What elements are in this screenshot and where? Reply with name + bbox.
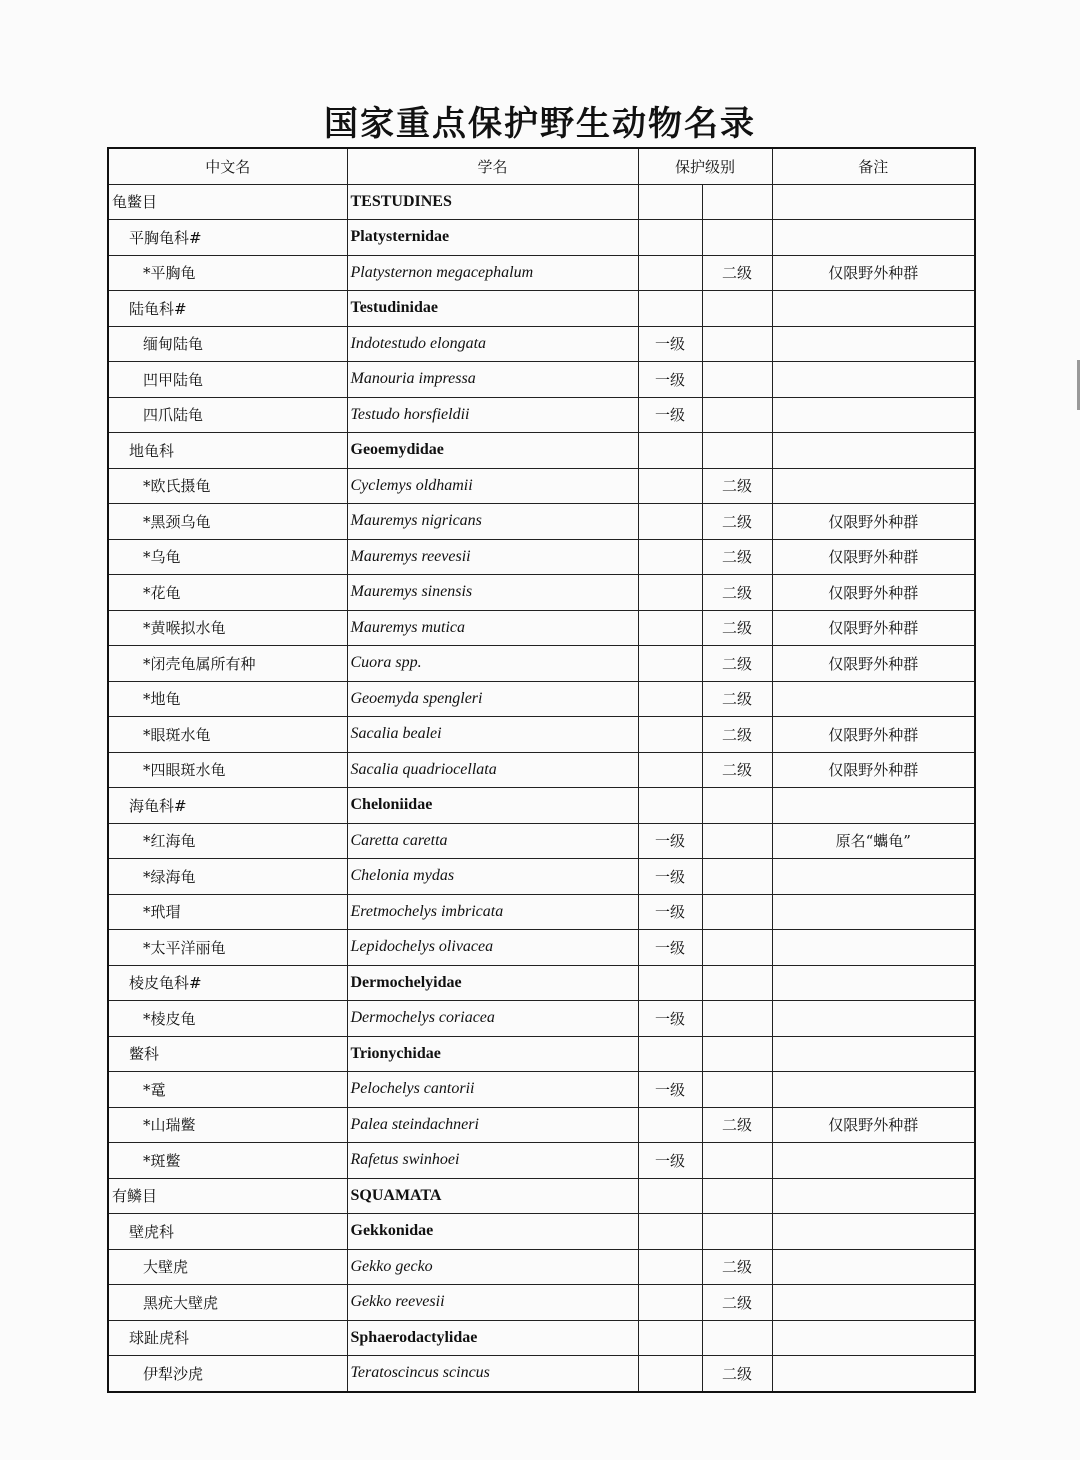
chinese-name-cell: 陆龟科#: [108, 291, 347, 327]
chinese-name-cell: *眼斑水龟: [108, 717, 347, 753]
remarks-cell: 仅限野外种群: [772, 255, 975, 291]
remarks-cell: [772, 1072, 975, 1108]
scientific-name-cell: Geoemydidae: [347, 433, 638, 469]
scientific-name-cell: Sphaerodactylidae: [347, 1320, 638, 1356]
table-row: [108, 1036, 975, 1072]
level-two-cell: 二级: [702, 255, 772, 291]
table-row: [108, 717, 975, 753]
scientific-name-cell: Mauremys mutica: [347, 610, 638, 646]
remarks-cell: [772, 1214, 975, 1250]
level-two-cell: 二级: [702, 504, 772, 540]
chinese-name-cell: *山瑞鳖: [108, 1107, 347, 1143]
remarks-cell: 仅限野外种群: [772, 575, 975, 611]
level-one-cell: 一级: [638, 930, 702, 966]
level-two-cell: [702, 788, 772, 824]
scientific-name-cell: Dermochelys coriacea: [347, 1001, 638, 1037]
remarks-cell: [772, 362, 975, 398]
table-row: [108, 468, 975, 504]
level-one-cell: [638, 433, 702, 469]
level-one-cell: 一级: [638, 823, 702, 859]
table-row: [108, 326, 975, 362]
page-title: 国家重点保护野生动物名录: [324, 104, 756, 144]
scientific-name-cell: Teratoscincus scincus: [347, 1356, 638, 1392]
table-row: [108, 184, 975, 220]
level-one-cell: [638, 1356, 702, 1392]
chinese-name-cell: *玳瑁: [108, 894, 347, 930]
scientific-name-cell: Platysternidae: [347, 220, 638, 256]
level-one-cell: [638, 1178, 702, 1214]
scientific-name-cell: TESTUDINES: [347, 184, 638, 220]
remarks-cell: [772, 788, 975, 824]
scientific-name-cell: Palea steindachneri: [347, 1107, 638, 1143]
level-two-cell: 二级: [702, 752, 772, 788]
remarks-cell: [772, 1356, 975, 1392]
level-two-cell: [702, 184, 772, 220]
level-one-cell: [638, 1249, 702, 1285]
chinese-name-cell: *地龟: [108, 681, 347, 717]
table-row: [108, 965, 975, 1001]
level-one-cell: 一级: [638, 1072, 702, 1108]
remarks-cell: [772, 1001, 975, 1037]
scientific-name-cell: Eretmochelys imbricata: [347, 894, 638, 930]
scientific-name-cell: Mauremys nigricans: [347, 504, 638, 540]
level-two-cell: [702, 433, 772, 469]
table-row: [108, 646, 975, 682]
remarks-cell: [772, 291, 975, 327]
chinese-name-cell: 有鳞目: [108, 1178, 347, 1214]
level-one-cell: [638, 681, 702, 717]
level-two-cell: [702, 1001, 772, 1037]
remarks-cell: [772, 965, 975, 1001]
remarks-cell: 仅限野外种群: [772, 1107, 975, 1143]
scientific-name-cell: Sacalia quadriocellata: [347, 752, 638, 788]
scientific-name-cell: Gekkonidae: [347, 1214, 638, 1250]
chinese-name-cell: 鳖科: [108, 1036, 347, 1072]
level-one-cell: [638, 788, 702, 824]
level-one-cell: [638, 220, 702, 256]
scientific-name-cell: Cheloniidae: [347, 788, 638, 824]
level-two-cell: 二级: [702, 717, 772, 753]
scientific-name-cell: Gekko reevesii: [347, 1285, 638, 1321]
chinese-name-cell: *黄喉拟水龟: [108, 610, 347, 646]
scientific-name-cell: Trionychidae: [347, 1036, 638, 1072]
level-one-cell: [638, 575, 702, 611]
table-row: [108, 1072, 975, 1108]
remarks-cell: [772, 326, 975, 362]
chinese-name-cell: 凹甲陆龟: [108, 362, 347, 398]
level-two-cell: 二级: [702, 468, 772, 504]
table-row: [108, 1143, 975, 1179]
level-one-cell: [638, 717, 702, 753]
remarks-cell: [772, 184, 975, 220]
level-one-cell: [638, 255, 702, 291]
scientific-name-cell: Mauremys sinensis: [347, 575, 638, 611]
remarks-cell: [772, 930, 975, 966]
table-row: [108, 220, 975, 256]
table-row: [108, 433, 975, 469]
scientific-name-cell: Geoemyda spengleri: [347, 681, 638, 717]
table-row: [108, 255, 975, 291]
remarks-cell: [772, 468, 975, 504]
level-one-cell: 一级: [638, 1001, 702, 1037]
level-one-cell: [638, 184, 702, 220]
level-one-cell: [638, 646, 702, 682]
chinese-name-cell: *乌龟: [108, 539, 347, 575]
table-row: [108, 291, 975, 327]
level-two-cell: [702, 965, 772, 1001]
level-one-cell: 一级: [638, 894, 702, 930]
level-one-cell: 一级: [638, 397, 702, 433]
chinese-name-cell: 地龟科: [108, 433, 347, 469]
chinese-name-cell: *绿海龟: [108, 859, 347, 895]
table-row: [108, 1107, 975, 1143]
scientific-name-cell: Sacalia bealei: [347, 717, 638, 753]
scientific-name-cell: Chelonia mydas: [347, 859, 638, 895]
level-two-cell: 二级: [702, 575, 772, 611]
table-row: [108, 681, 975, 717]
level-two-cell: [702, 220, 772, 256]
chinese-name-cell: *花龟: [108, 575, 347, 611]
level-two-cell: [702, 823, 772, 859]
table-row: [108, 1320, 975, 1356]
level-one-cell: [638, 610, 702, 646]
remarks-cell: 仅限野外种群: [772, 539, 975, 575]
chinese-name-cell: 大壁虎: [108, 1249, 347, 1285]
table-row: [108, 752, 975, 788]
chinese-name-cell: 缅甸陆龟: [108, 326, 347, 362]
remarks-cell: 原名“蠵龟”: [772, 823, 975, 859]
chinese-name-cell: 球趾虎科: [108, 1320, 347, 1356]
level-two-cell: 二级: [702, 681, 772, 717]
remarks-cell: [772, 433, 975, 469]
table-row: [108, 610, 975, 646]
level-two-cell: [702, 1072, 772, 1108]
remarks-cell: [772, 1249, 975, 1285]
scientific-name-cell: Cuora spp.: [347, 646, 638, 682]
table-row: [108, 362, 975, 398]
scientific-name-cell: SQUAMATA: [347, 1178, 638, 1214]
level-two-cell: 二级: [702, 1249, 772, 1285]
scientific-name-cell: Mauremys reevesii: [347, 539, 638, 575]
scientific-name-cell: Testudinidae: [347, 291, 638, 327]
level-two-cell: [702, 1214, 772, 1250]
remarks-cell: [772, 1285, 975, 1321]
header-protection-level: 保护级别: [638, 148, 772, 184]
table-row: [108, 823, 975, 859]
scientific-name-cell: Gekko gecko: [347, 1249, 638, 1285]
level-two-cell: [702, 1143, 772, 1179]
table-row: [108, 1001, 975, 1037]
chinese-name-cell: 平胸龟科#: [108, 220, 347, 256]
table-row: [108, 1285, 975, 1321]
remarks-cell: 仅限野外种群: [772, 752, 975, 788]
level-two-cell: [702, 1320, 772, 1356]
remarks-cell: [772, 1178, 975, 1214]
remarks-cell: [772, 681, 975, 717]
chinese-name-cell: *四眼斑水龟: [108, 752, 347, 788]
level-one-cell: [638, 468, 702, 504]
chinese-name-cell: 伊犁沙虎: [108, 1356, 347, 1392]
remarks-cell: [772, 220, 975, 256]
table-row: [108, 930, 975, 966]
level-two-cell: [702, 930, 772, 966]
level-one-cell: [638, 504, 702, 540]
chinese-name-cell: 海龟科#: [108, 788, 347, 824]
level-two-cell: 二级: [702, 1107, 772, 1143]
scientific-name-cell: Caretta caretta: [347, 823, 638, 859]
remarks-cell: 仅限野外种群: [772, 646, 975, 682]
level-one-cell: [638, 1036, 702, 1072]
header-remarks: 备注: [772, 148, 975, 184]
table-row: [108, 894, 975, 930]
level-two-cell: [702, 1178, 772, 1214]
level-two-cell: [702, 326, 772, 362]
table-row: [108, 1178, 975, 1214]
species-table: [107, 147, 976, 1393]
level-two-cell: [702, 397, 772, 433]
level-one-cell: [638, 539, 702, 575]
level-one-cell: [638, 1285, 702, 1321]
remarks-cell: 仅限野外种群: [772, 717, 975, 753]
remarks-cell: [772, 1143, 975, 1179]
table-row: [108, 859, 975, 895]
level-one-cell: [638, 965, 702, 1001]
remarks-cell: [772, 859, 975, 895]
chinese-name-cell: *鼋: [108, 1072, 347, 1108]
remarks-cell: [772, 894, 975, 930]
chinese-name-cell: *红海龟: [108, 823, 347, 859]
level-one-cell: [638, 1107, 702, 1143]
scientific-name-cell: Indotestudo elongata: [347, 326, 638, 362]
table-row: [108, 397, 975, 433]
header-chinese-name: 中文名: [108, 148, 347, 184]
scientific-name-cell: Testudo horsfieldii: [347, 397, 638, 433]
table-row: [108, 788, 975, 824]
table-row: [108, 1356, 975, 1392]
level-two-cell: 二级: [702, 646, 772, 682]
level-one-cell: 一级: [638, 1143, 702, 1179]
level-one-cell: [638, 291, 702, 327]
level-one-cell: [638, 752, 702, 788]
remarks-cell: 仅限野外种群: [772, 504, 975, 540]
chinese-name-cell: 棱皮龟科#: [108, 965, 347, 1001]
level-one-cell: 一级: [638, 326, 702, 362]
table-row: [108, 1214, 975, 1250]
level-two-cell: [702, 894, 772, 930]
level-one-cell: 一级: [638, 859, 702, 895]
table-row: [108, 539, 975, 575]
chinese-name-cell: *闭壳龟属所有种: [108, 646, 347, 682]
scientific-name-cell: Pelochelys cantorii: [347, 1072, 638, 1108]
scientific-name-cell: Rafetus swinhoei: [347, 1143, 638, 1179]
table-row: [108, 1249, 975, 1285]
chinese-name-cell: *欧氏摄龟: [108, 468, 347, 504]
chinese-name-cell: *黑颈乌龟: [108, 504, 347, 540]
level-two-cell: 二级: [702, 1356, 772, 1392]
table-header-row: [108, 148, 975, 184]
header-scientific-name: 学名: [347, 148, 638, 184]
scientific-name-cell: Manouria impressa: [347, 362, 638, 398]
table-row: [108, 575, 975, 611]
chinese-name-cell: 四爪陆龟: [108, 397, 347, 433]
remarks-cell: [772, 397, 975, 433]
level-two-cell: 二级: [702, 610, 772, 646]
level-two-cell: [702, 859, 772, 895]
chinese-name-cell: *太平洋丽龟: [108, 930, 347, 966]
level-two-cell: [702, 291, 772, 327]
chinese-name-cell: *斑鳖: [108, 1143, 347, 1179]
level-two-cell: 二级: [702, 539, 772, 575]
level-one-cell: [638, 1320, 702, 1356]
level-one-cell: 一级: [638, 362, 702, 398]
chinese-name-cell: *棱皮龟: [108, 1001, 347, 1037]
chinese-name-cell: 壁虎科: [108, 1214, 347, 1250]
remarks-cell: [772, 1320, 975, 1356]
level-two-cell: [702, 362, 772, 398]
scientific-name-cell: Lepidochelys olivacea: [347, 930, 638, 966]
chinese-name-cell: 龟鳖目: [108, 184, 347, 220]
scientific-name-cell: Dermochelyidae: [347, 965, 638, 1001]
level-two-cell: 二级: [702, 1285, 772, 1321]
scientific-name-cell: Cyclemys oldhamii: [347, 468, 638, 504]
level-two-cell: [702, 1036, 772, 1072]
table-row: [108, 504, 975, 540]
chinese-name-cell: 黑疣大壁虎: [108, 1285, 347, 1321]
remarks-cell: 仅限野外种群: [772, 610, 975, 646]
chinese-name-cell: *平胸龟: [108, 255, 347, 291]
scientific-name-cell: Platysternon megacephalum: [347, 255, 638, 291]
level-one-cell: [638, 1214, 702, 1250]
remarks-cell: [772, 1036, 975, 1072]
